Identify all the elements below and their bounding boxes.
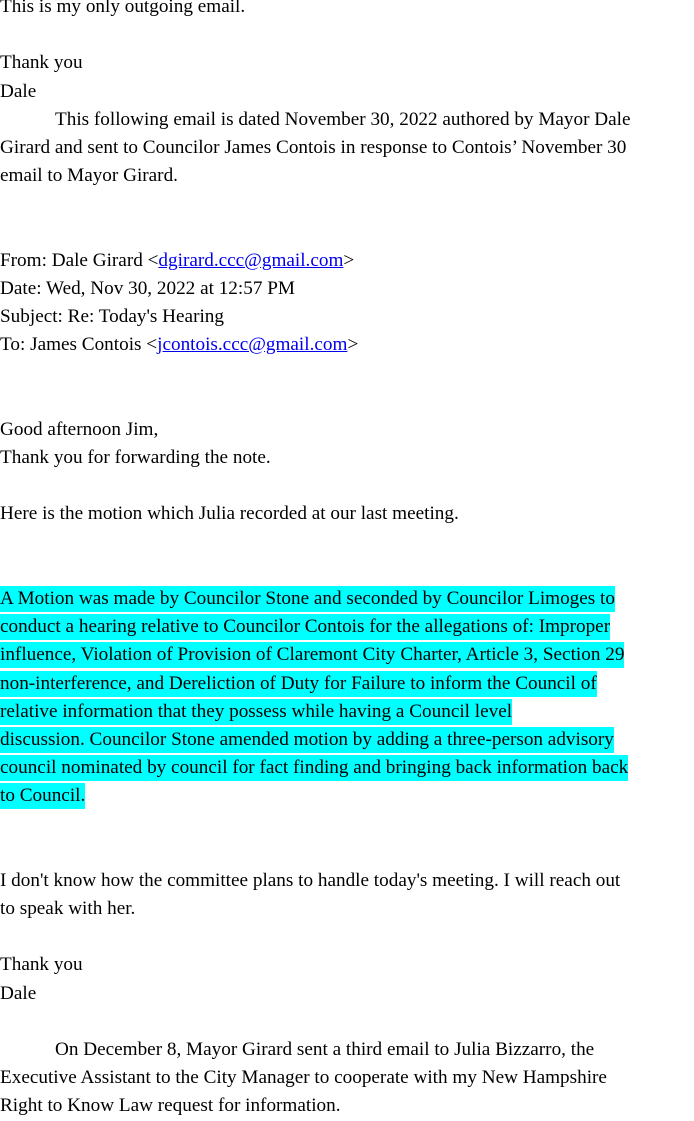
closing-line1: I don't know how the committee plans to handle today's meeting. I will reach out <box>0 869 621 891</box>
spacer <box>0 472 694 500</box>
motion-line <box>0 585 694 613</box>
motion-line <box>0 726 694 754</box>
motion-intro-line: Here is the motion which Julia recorded at our last meeting. <box>0 503 459 525</box>
narrative1-line1: This following email is dated November 30, 2022 authored by Mayor Dale <box>55 108 631 130</box>
from-email-link[interactable]: dgirard.ccc@gmail.com <box>158 249 344 271</box>
motion-line <box>0 782 694 810</box>
spacer <box>0 529 694 585</box>
motion-line <box>0 641 694 669</box>
intro-signature: Dale <box>0 80 37 102</box>
motion-line-text: influence, Violation of Provision of Claremont City Charter, Article 3, Section 29 <box>0 642 624 668</box>
email-date-line: Date: Wed, Nov 30, 2022 at 12:57 PM <box>0 277 295 299</box>
from-close: > <box>343 249 355 271</box>
narrative2-line1: On December 8, Mayor Girard sent a third email to Julia Bizzarro, the <box>55 1039 595 1060</box>
highlighted-motion <box>0 585 694 811</box>
spacer <box>0 923 694 951</box>
narrative1-line3: email to Mayor Girard. <box>0 165 178 187</box>
motion-line-text: discussion. Councilor Stone amended motion by adding a three-person advisory <box>0 727 614 753</box>
motion-line-text: relative information that they possess while having a Council level <box>0 699 512 725</box>
spacer <box>0 190 694 246</box>
motion-line <box>0 613 694 641</box>
motion-line-text: council nominated by council for fact finding and bringing back information back <box>0 755 628 781</box>
motion-line-text: A Motion was made by Councilor Stone and seconded by Councilor Limoges to <box>0 586 615 612</box>
motion-line <box>0 698 694 726</box>
spacer <box>0 359 694 415</box>
spacer <box>0 21 694 49</box>
thanks-forward-line: Thank you for forwarding the note. <box>0 447 271 469</box>
email-subject-line: Subject: Re: Today's Hearing <box>0 306 224 328</box>
motion-line <box>0 754 694 782</box>
intro-thanks: Thank you <box>0 52 83 74</box>
email-to-line <box>0 331 694 359</box>
greeting-line: Good afternoon Jim, <box>0 418 159 440</box>
narrative1-line2: Girard and sent to Councilor James Contois in response to Contois’ November 30 <box>0 136 627 158</box>
spacer <box>0 1008 694 1036</box>
body-thanks: Thank you <box>0 954 83 976</box>
to-close: > <box>347 334 359 356</box>
from-label: From: Dale Girard < <box>0 249 159 271</box>
motion-line-text: conduct a hearing relative to Councilor Contois for the allegations of: Improper <box>0 614 610 640</box>
motion-line-text: non-interference, and Dereliction of Duty for Failure to inform the Council of <box>0 671 597 697</box>
to-label: To: James Contois < <box>0 334 158 356</box>
to-email-link[interactable]: jcontois.ccc@gmail.com <box>157 334 348 356</box>
email-from-line <box>0 247 694 275</box>
intro-line: This is my only outgoing email. <box>0 0 246 17</box>
motion-line <box>0 670 694 698</box>
body-signature: Dale <box>0 982 37 1004</box>
motion-line-text: to Council. <box>0 783 85 809</box>
narrative2-line2: Executive Assistant to the City Manager to cooperate with my New Hampshire <box>0 1067 607 1089</box>
closing-line2: to speak with her. <box>0 898 136 920</box>
narrative2-line3: Right to Know Law request for information. <box>0 1095 341 1117</box>
spacer <box>0 810 694 866</box>
